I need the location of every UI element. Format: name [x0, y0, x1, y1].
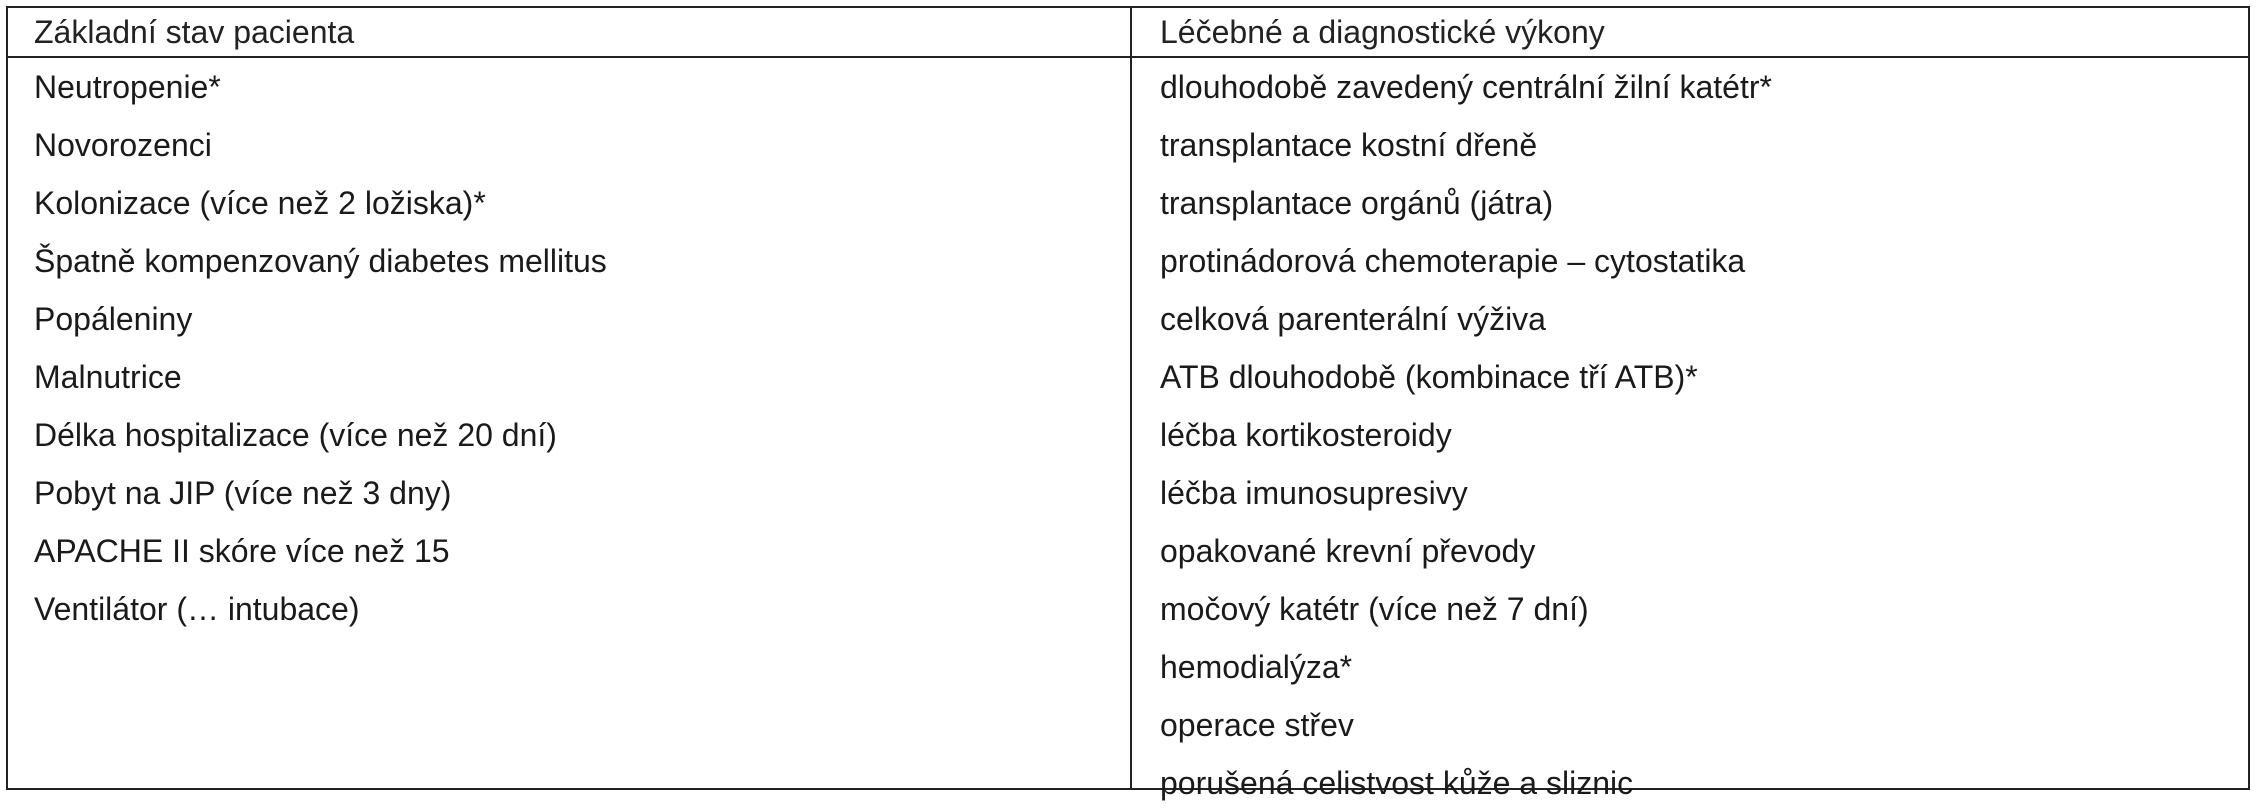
patient-state-column	[34, 58, 607, 638]
table-cell-patient-state: Neutropenie*	[34, 69, 221, 105]
table-cell-procedure: transplantace orgánů (játra)	[1160, 185, 1554, 221]
table-cell-patient-state: Novorozenci	[34, 127, 212, 163]
table-cell-patient-state: Špatně kompenzovaný diabetes mellitus	[34, 243, 607, 279]
table-header-row	[8, 8, 2248, 58]
table-cell-patient-state: Délka hospitalizace (více než 20 dní)	[34, 417, 557, 453]
table-cell-procedure: operace střev	[1160, 707, 1354, 743]
table-cell-procedure: dlouhodobě zavedený centrální žilní katétr*	[1160, 69, 1772, 105]
table-cell-procedure: hemodialýza*	[1160, 649, 1353, 685]
table-cell-patient-state: Popáleniny	[34, 301, 193, 337]
table-cell-procedure: celková parenterální výživa	[1160, 301, 1546, 337]
table-cell-patient-state: Kolonizace (více než 2 ložiska)*	[34, 185, 486, 221]
table-cell-procedure: léčba kortikosteroidy	[1160, 417, 1452, 453]
risk-factors-table	[6, 6, 2250, 801]
table-cell-procedure: porušená celistvost kůže a sliznic	[1160, 765, 1634, 801]
table-cell-procedure: opakované krevní převody	[1160, 533, 1536, 569]
table-cell-procedure: léčba imunosupresivy	[1160, 475, 1468, 511]
table-cell-procedure: ATB dlouhodobě (kombinace tří ATB)*	[1160, 359, 1698, 395]
table-cell-patient-state: Ventilátor (… intubace)	[34, 591, 360, 627]
table-cell-patient-state: Pobyt na JIP (více než 3 dny)	[34, 475, 452, 511]
procedures-column	[1160, 58, 1772, 812]
header-procedures: Léčebné a diagnostické výkony	[1160, 14, 1605, 50]
table-cell-procedure: močový katétr (více než 7 dní)	[1160, 591, 1589, 627]
column-divider	[1130, 8, 1132, 788]
header-patient-state: Základní stav pacienta	[34, 14, 355, 50]
table-cell-patient-state: APACHE II skóre více než 15	[34, 533, 450, 569]
table-cell-procedure: transplantace kostní dřeně	[1160, 127, 1538, 163]
table-cell-patient-state: Malnutrice	[34, 359, 182, 395]
table-cell-procedure: protinádorová chemoterapie – cytostatika	[1160, 243, 1746, 279]
